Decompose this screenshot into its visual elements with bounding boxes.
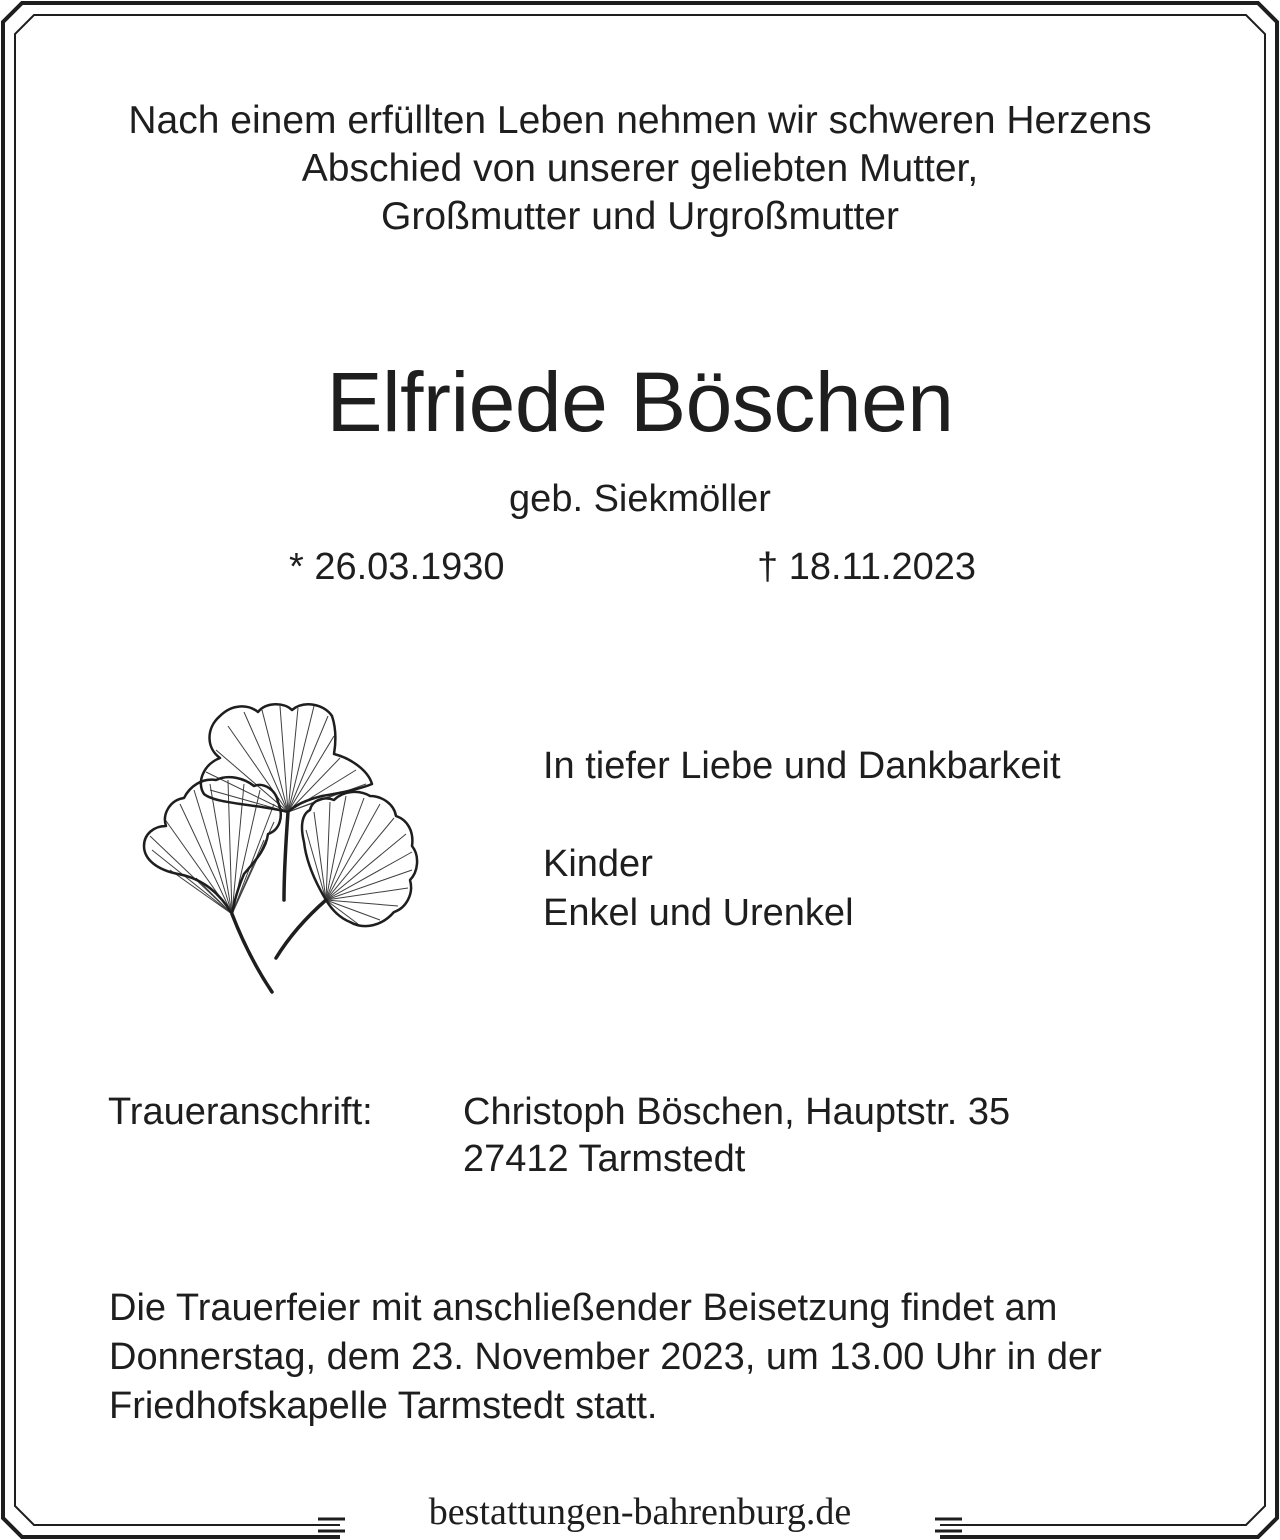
address-line-1: Christoph Böschen, Hauptstr. 35	[463, 1091, 1011, 1133]
address-line-2: 27412 Tarmstedt	[463, 1138, 746, 1180]
funeral-home-website[interactable]: bestattungen-bahrenburg.de	[428, 1491, 852, 1533]
mourners-line-1: Kinder	[543, 843, 653, 885]
intro-line-1: Nach einem erfüllten Leben nehmen wir schweren Herzens	[128, 99, 1152, 142]
ginkgo-leaves-icon	[136, 700, 426, 1000]
mourners-line-2: Enkel und Urenkel	[543, 892, 854, 934]
service-line-2: Donnerstag, dem 23. November 2023, um 13.00 Uhr in der	[109, 1336, 1102, 1378]
service-line-3: Friedhofskapelle Tarmstedt statt.	[109, 1385, 658, 1427]
dedication-text: In tiefer Liebe und Dankbarkeit	[543, 745, 1061, 787]
death-date: † 18.11.2023	[757, 546, 977, 588]
deceased-name: Elfriede Böschen	[326, 355, 954, 449]
birth-date: * 26.03.1930	[289, 546, 505, 588]
service-line-1: Die Trauerfeier mit anschließender Beisetzung findet am	[109, 1287, 1058, 1329]
intro-line-2: Abschied von unserer geliebten Mutter,	[301, 147, 979, 190]
maiden-name: geb. Siekmöller	[509, 478, 771, 520]
intro-line-3: Großmutter und Urgroßmutter	[381, 195, 899, 238]
address-label: Traueranschrift:	[108, 1091, 373, 1133]
